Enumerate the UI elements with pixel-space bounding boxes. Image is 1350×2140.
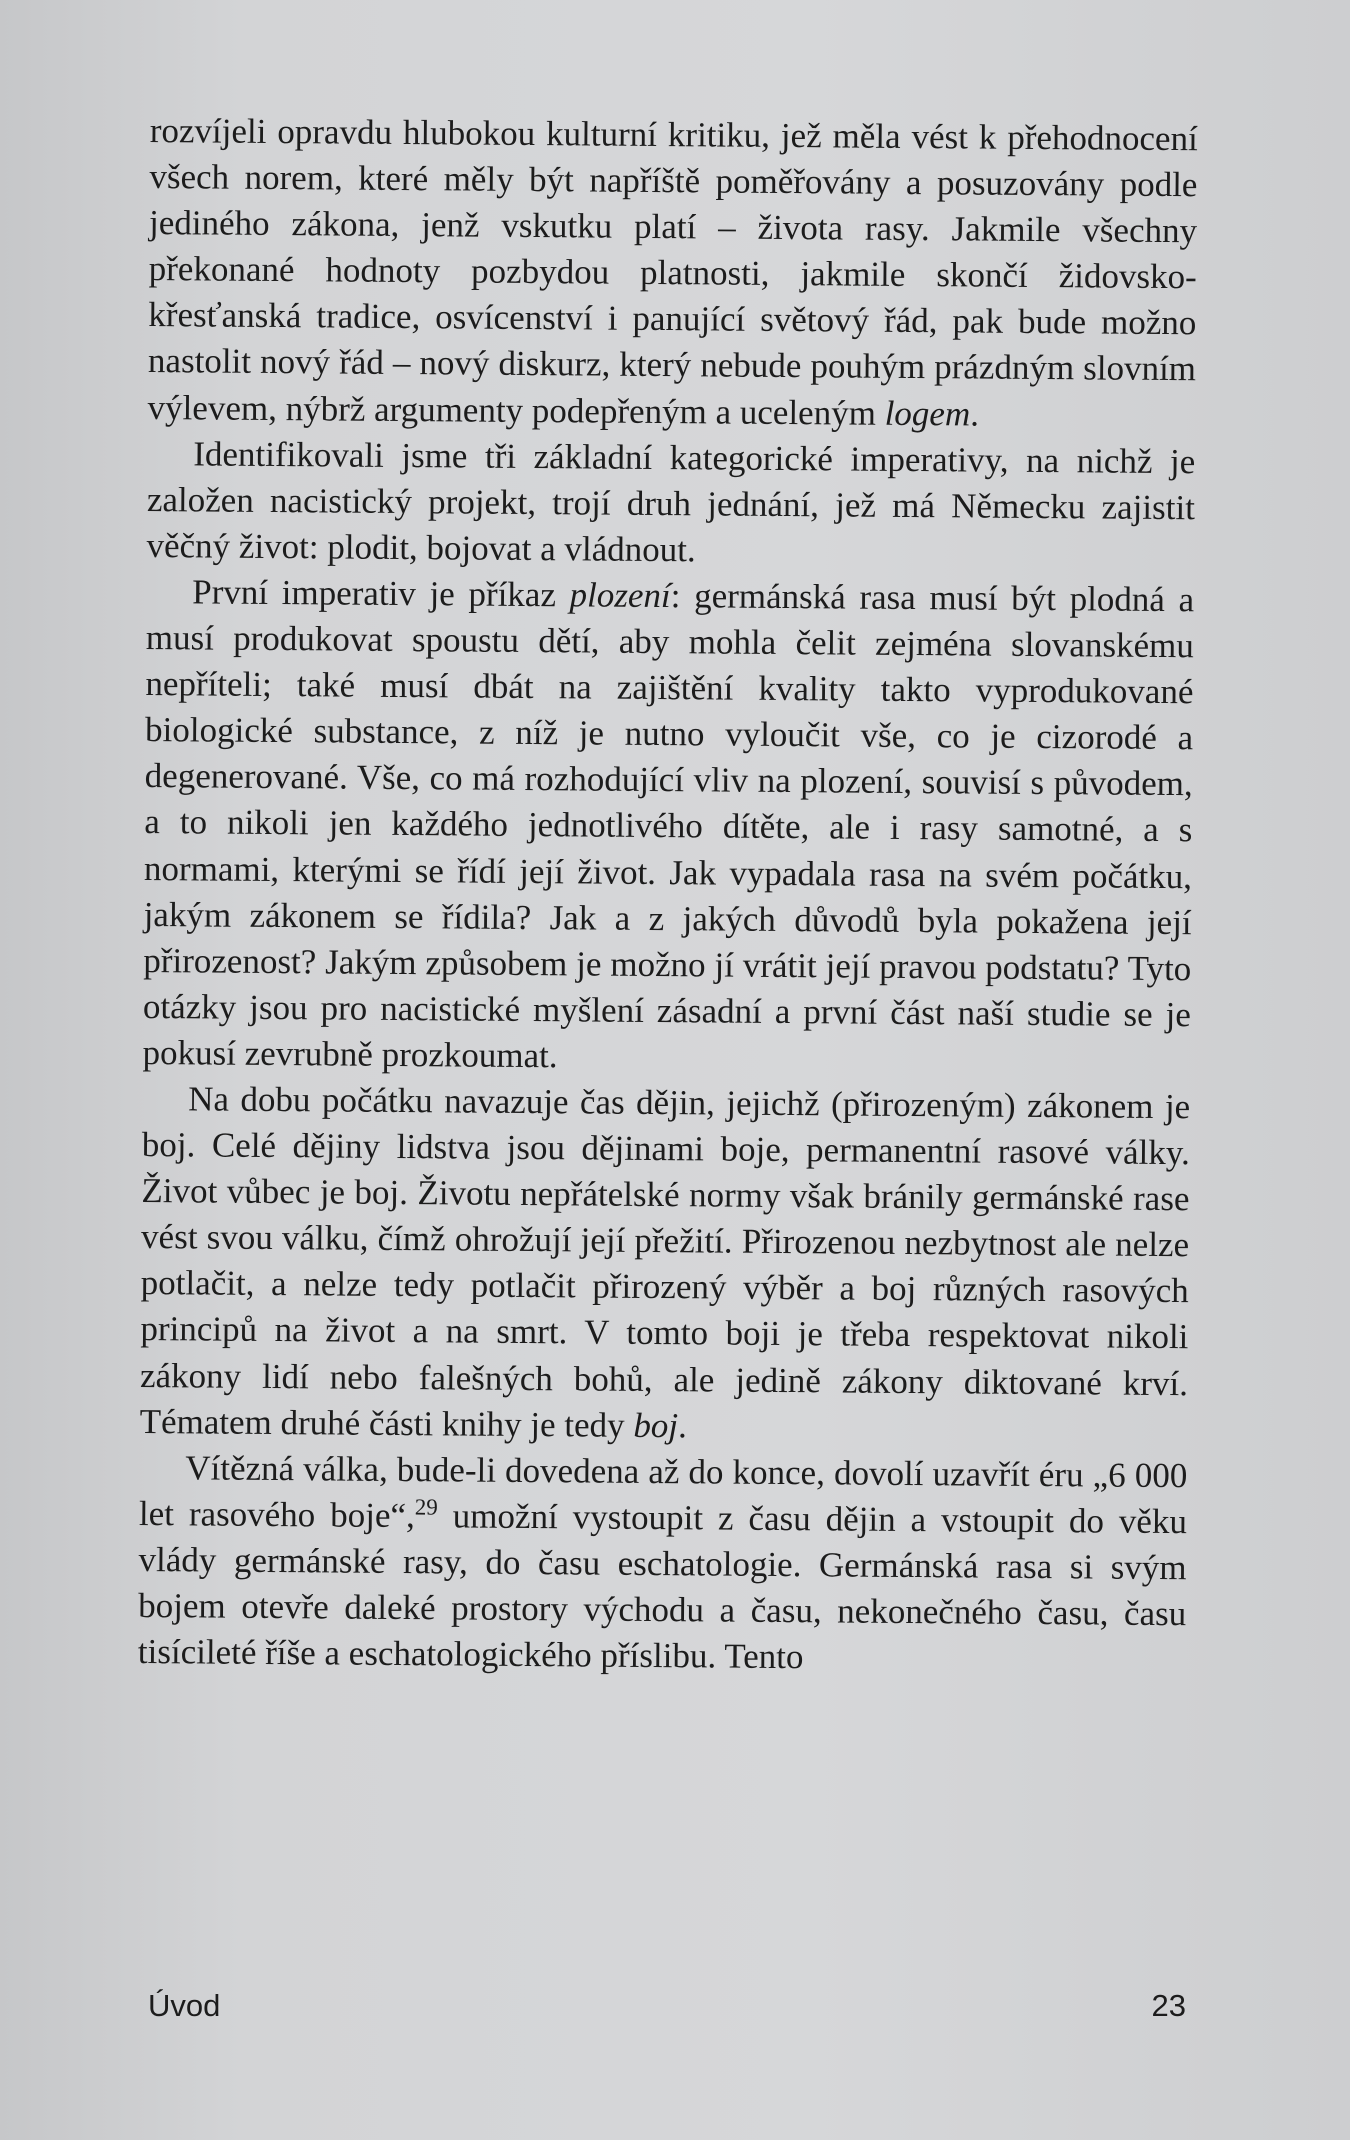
italic-boj: boj — [633, 1405, 679, 1445]
page-footer — [148, 1988, 1186, 2024]
paragraph-3-text: : germánská rasa musí být plodná a musí produkovat spoustu dětí, aby mohla čelit zejména slovanskému nepříteli; také musí dbát na zajištění kvality takto vyprodukované biologické substance, z níž je nutno vyloučit vše, co je cizorodé a degenerované. Vše, co má rozhodující vliv na plození, souvisí s původem, a to nikoli jen každého jednotlivého dítěte, ale i rasy samotné, a s normami, kterými se řídí její život. Jak vypadala rasa na svém počátku, jakým zákonem se řídila? Jak a z jakých důvodů byla pokažena její přirozenost? Jakým způsobem je možno jí vrátit její pravou podstatu? Tyto otázky jsou pro nacistické myšlení zásadní a první část naší studie se je pokusí zevrubně prozkoumat. — [142, 576, 1195, 1076]
footnote-reference: 29 — [414, 1494, 438, 1520]
paragraph-5-text: umožní vystoupit z času dějin a vstoupit do věku vlády germánské rasy, do času eschatologie. Germánská rasa si svým bojem otevře daleké prostory východu a času, nekonečného času, času tisícileté říše a eschatologického příslibu. Tento — [137, 1496, 1188, 1677]
italic-plozeni: plození — [569, 575, 671, 616]
paragraph-2-text: Identifikovali jsme tři základní kategorické imperativy, na nichž je založen nacistický projekt, trojí druh jednání, jež má Německu zajistit věčný život: plodit, bojovat a vládnout. — [146, 434, 1196, 570]
italic-logem: logem — [884, 393, 971, 434]
paragraph-1-end: . — [970, 394, 980, 434]
paragraph-3-start: První imperativ je příkaz — [192, 572, 570, 615]
paragraph-4-text: Na dobu počátku navazuje čas dějin, jejichž (přirozeným) zákonem je boj. Celé dějiny lidstva jsou dějinami boje, permanentní rasové války. Život vůbec je boj. Životu nepřátelské normy však bránily germánské rase vést svou válku, čímž ohrožují její přežití. Přirozenou nezbytnost ale nelze potlačit, a nelze tedy potlačit přirozený výběr a boj různých rasových principů na život a na smrt. V tomto boji je třeba respektovat nikoli zákony lidí nebo falešných bohů, ale jedině zákony diktované krví. Tématem druhé části knihy je tedy — [139, 1079, 1191, 1445]
body-text — [138, 108, 1198, 1683]
paragraph-3 — [142, 569, 1194, 1084]
paragraph-1-text: rozvíjeli opravdu hlubokou kulturní kritiku, jež měla vést k přehodnocení všech norem, které měly být napříště poměřovány a posuzovány podle jediného zákona, jenž vskutku platí – života rasy. Jakmile všechny překonané hodnoty pozbydou platnosti, jakmile skončí židovsko-křesťanská tradice, osvícenství i panující světový řád, pak bude možno nastolit nový řád – nový diskurz, který nebude pouhým prázdným slovním výlevem, nýbrž argumenty podepřeným a uceleným — [147, 110, 1198, 433]
paragraph-1 — [147, 108, 1198, 439]
paragraph-5-start: Vítězná válka, bude-li dovedena až do konce, dovolí uzavřít éru „6 000 let rasového boje“, — [138, 1448, 1188, 1535]
paragraph-2 — [146, 431, 1195, 578]
paragraph-5 — [138, 1445, 1188, 1684]
page-number: 23 — [1151, 1988, 1186, 2023]
running-footer-title: Úvod — [148, 1988, 221, 2023]
paragraph-4-end: . — [677, 1405, 688, 1445]
paragraph-4 — [140, 1076, 1191, 1453]
